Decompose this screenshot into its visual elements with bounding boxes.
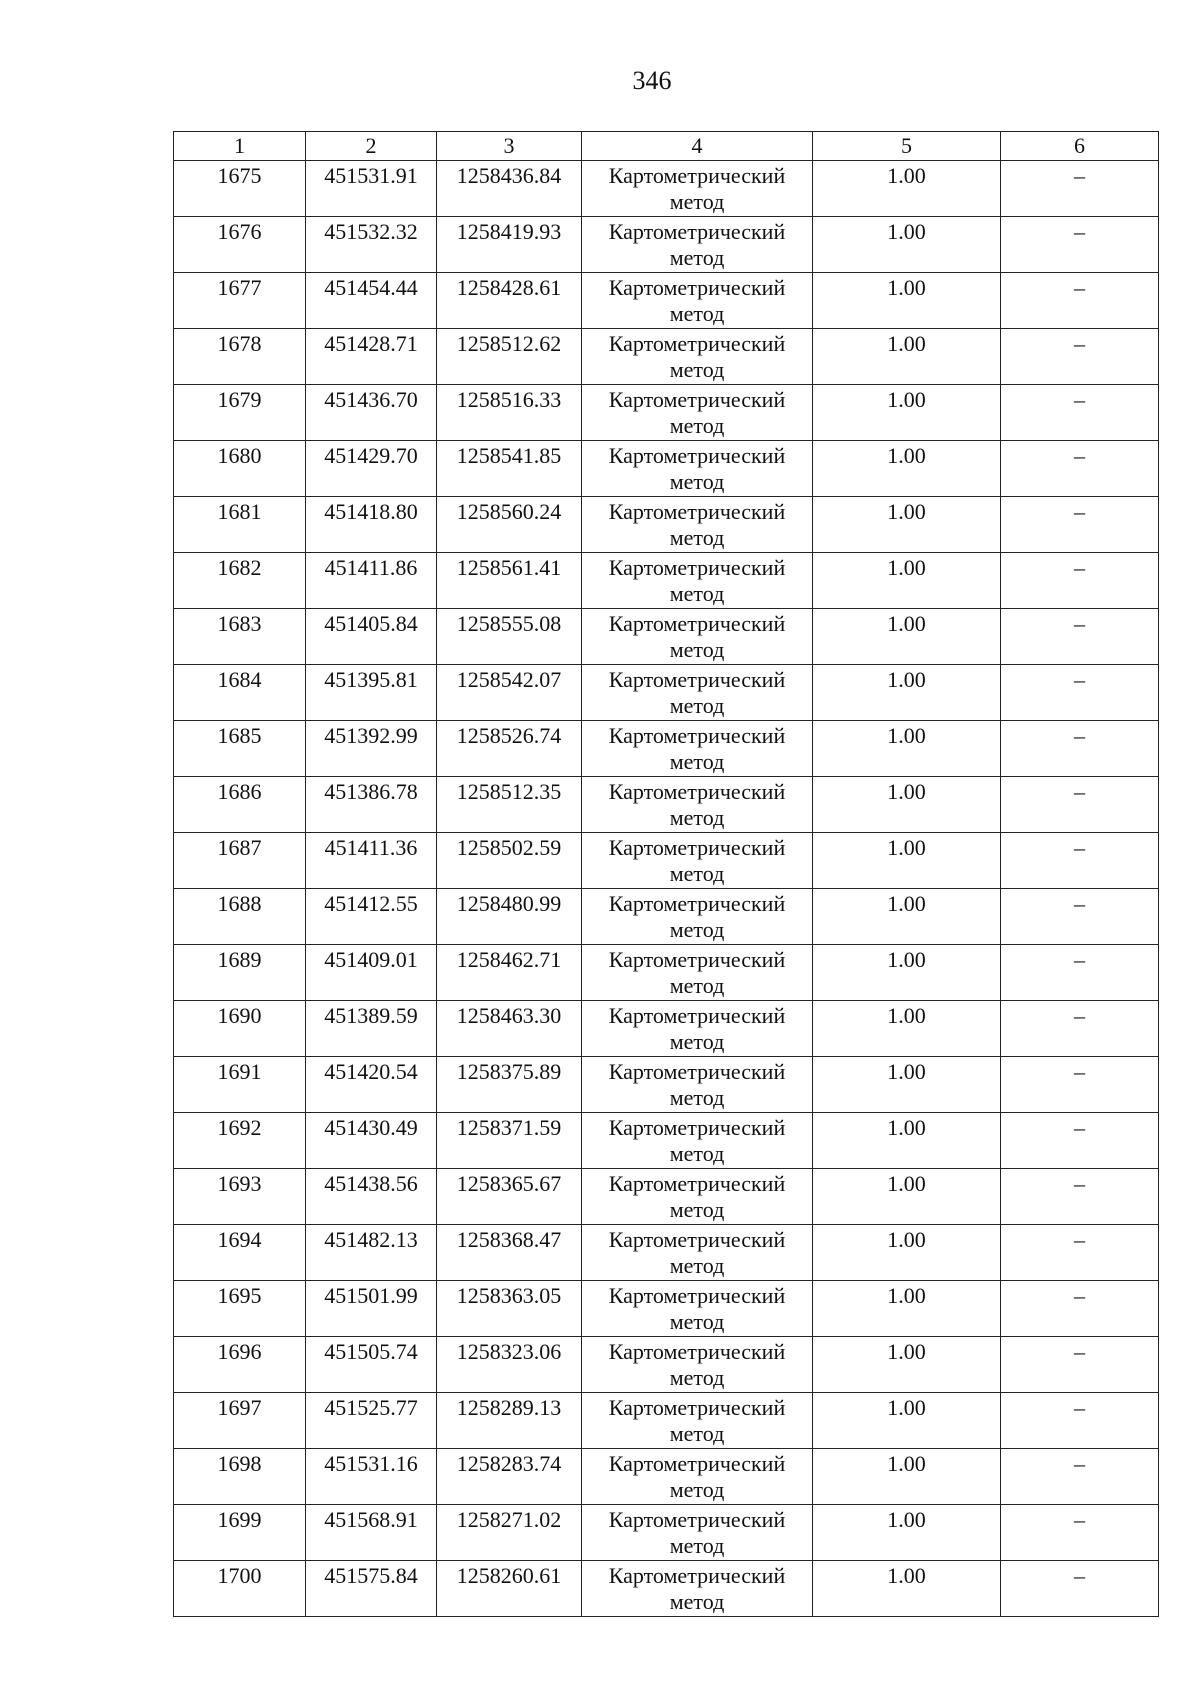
note-cell: – xyxy=(1001,497,1159,553)
accuracy-cell: 1.00 xyxy=(813,833,1001,889)
accuracy-cell: 1.00 xyxy=(813,217,1001,273)
x-coordinate-cell: 451482.13 xyxy=(306,1225,437,1281)
accuracy-cell: 1.00 xyxy=(813,1225,1001,1281)
point-number-cell: 1688 xyxy=(174,889,306,945)
note-cell: – xyxy=(1001,1001,1159,1057)
note-cell: – xyxy=(1001,1225,1159,1281)
accuracy-cell: 1.00 xyxy=(813,441,1001,497)
point-number-cell: 1677 xyxy=(174,273,306,329)
method-cell: Картометрический метод xyxy=(582,497,813,553)
method-cell: Картометрический метод xyxy=(582,1169,813,1225)
point-number-cell: 1684 xyxy=(174,665,306,721)
method-cell: Картометрический метод xyxy=(582,1281,813,1337)
method-cell: Картометрический метод xyxy=(582,889,813,945)
note-cell: – xyxy=(1001,1113,1159,1169)
y-coordinate-cell: 1258462.71 xyxy=(437,945,582,1001)
table-row xyxy=(174,217,1159,273)
x-coordinate-cell: 451568.91 xyxy=(306,1505,437,1561)
x-coordinate-cell: 451531.91 xyxy=(306,161,437,217)
table-row xyxy=(174,161,1159,217)
y-coordinate-cell: 1258561.41 xyxy=(437,553,582,609)
x-coordinate-cell: 451409.01 xyxy=(306,945,437,1001)
y-coordinate-cell: 1258365.67 xyxy=(437,1169,582,1225)
method-cell: Картометрический метод xyxy=(582,385,813,441)
note-cell: – xyxy=(1001,777,1159,833)
table-row xyxy=(174,441,1159,497)
note-cell: – xyxy=(1001,217,1159,273)
table-row xyxy=(174,777,1159,833)
note-cell: – xyxy=(1001,1281,1159,1337)
accuracy-cell: 1.00 xyxy=(813,1449,1001,1505)
y-coordinate-cell: 1258502.59 xyxy=(437,833,582,889)
y-coordinate-cell: 1258428.61 xyxy=(437,273,582,329)
note-cell: – xyxy=(1001,945,1159,1001)
y-coordinate-cell: 1258260.61 xyxy=(437,1561,582,1617)
x-coordinate-cell: 451438.56 xyxy=(306,1169,437,1225)
point-number-cell: 1681 xyxy=(174,497,306,553)
table-row xyxy=(174,1337,1159,1393)
accuracy-cell: 1.00 xyxy=(813,1113,1001,1169)
table-row xyxy=(174,1113,1159,1169)
accuracy-cell: 1.00 xyxy=(813,945,1001,1001)
y-coordinate-cell: 1258375.89 xyxy=(437,1057,582,1113)
accuracy-cell: 1.00 xyxy=(813,889,1001,945)
column-header-3: 3 xyxy=(437,132,582,161)
method-cell: Картометрический метод xyxy=(582,665,813,721)
method-cell: Картометрический метод xyxy=(582,441,813,497)
point-number-cell: 1675 xyxy=(174,161,306,217)
point-number-cell: 1698 xyxy=(174,1449,306,1505)
method-cell: Картометрический метод xyxy=(582,609,813,665)
note-cell: – xyxy=(1001,889,1159,945)
point-number-cell: 1692 xyxy=(174,1113,306,1169)
y-coordinate-cell: 1258542.07 xyxy=(437,665,582,721)
table-row xyxy=(174,1281,1159,1337)
point-number-cell: 1676 xyxy=(174,217,306,273)
point-number-cell: 1699 xyxy=(174,1505,306,1561)
point-number-cell: 1691 xyxy=(174,1057,306,1113)
point-number-cell: 1693 xyxy=(174,1169,306,1225)
table-row xyxy=(174,833,1159,889)
table-row xyxy=(174,273,1159,329)
x-coordinate-cell: 451532.32 xyxy=(306,217,437,273)
y-coordinate-cell: 1258271.02 xyxy=(437,1505,582,1561)
coordinates-table xyxy=(173,131,1159,1617)
table-row xyxy=(174,497,1159,553)
point-number-cell: 1680 xyxy=(174,441,306,497)
y-coordinate-cell: 1258368.47 xyxy=(437,1225,582,1281)
point-number-cell: 1697 xyxy=(174,1393,306,1449)
x-coordinate-cell: 451525.77 xyxy=(306,1393,437,1449)
method-cell: Картометрический метод xyxy=(582,833,813,889)
note-cell: – xyxy=(1001,609,1159,665)
y-coordinate-cell: 1258560.24 xyxy=(437,497,582,553)
y-coordinate-cell: 1258526.74 xyxy=(437,721,582,777)
y-coordinate-cell: 1258480.99 xyxy=(437,889,582,945)
x-coordinate-cell: 451389.59 xyxy=(306,1001,437,1057)
accuracy-cell: 1.00 xyxy=(813,385,1001,441)
point-number-cell: 1700 xyxy=(174,1561,306,1617)
point-number-cell: 1689 xyxy=(174,945,306,1001)
accuracy-cell: 1.00 xyxy=(813,1057,1001,1113)
note-cell: – xyxy=(1001,329,1159,385)
y-coordinate-cell: 1258512.35 xyxy=(437,777,582,833)
y-coordinate-cell: 1258541.85 xyxy=(437,441,582,497)
table-row xyxy=(174,1057,1159,1113)
note-cell: – xyxy=(1001,1449,1159,1505)
y-coordinate-cell: 1258516.33 xyxy=(437,385,582,441)
table-row xyxy=(174,1561,1159,1617)
y-coordinate-cell: 1258463.30 xyxy=(437,1001,582,1057)
method-cell: Картометрический метод xyxy=(582,217,813,273)
point-number-cell: 1685 xyxy=(174,721,306,777)
x-coordinate-cell: 451420.54 xyxy=(306,1057,437,1113)
y-coordinate-cell: 1258363.05 xyxy=(437,1281,582,1337)
note-cell: – xyxy=(1001,1337,1159,1393)
point-number-cell: 1690 xyxy=(174,1001,306,1057)
table-header xyxy=(174,132,1159,161)
method-cell: Картометрический метод xyxy=(582,1057,813,1113)
point-number-cell: 1696 xyxy=(174,1337,306,1393)
accuracy-cell: 1.00 xyxy=(813,497,1001,553)
accuracy-cell: 1.00 xyxy=(813,1169,1001,1225)
method-cell: Картометрический метод xyxy=(582,1561,813,1617)
method-cell: Картометрический метод xyxy=(582,777,813,833)
x-coordinate-cell: 451430.49 xyxy=(306,1113,437,1169)
x-coordinate-cell: 451411.86 xyxy=(306,553,437,609)
point-number-cell: 1686 xyxy=(174,777,306,833)
method-cell: Картометрический метод xyxy=(582,1505,813,1561)
header-row xyxy=(174,132,1159,161)
x-coordinate-cell: 451418.80 xyxy=(306,497,437,553)
method-cell: Картометрический метод xyxy=(582,1449,813,1505)
x-coordinate-cell: 451392.99 xyxy=(306,721,437,777)
point-number-cell: 1683 xyxy=(174,609,306,665)
y-coordinate-cell: 1258436.84 xyxy=(437,161,582,217)
table-row xyxy=(174,889,1159,945)
y-coordinate-cell: 1258555.08 xyxy=(437,609,582,665)
accuracy-cell: 1.00 xyxy=(813,1001,1001,1057)
note-cell: – xyxy=(1001,1561,1159,1617)
x-coordinate-cell: 451412.55 xyxy=(306,889,437,945)
note-cell: – xyxy=(1001,721,1159,777)
table-row xyxy=(174,945,1159,1001)
table-body xyxy=(174,161,1159,1617)
note-cell: – xyxy=(1001,553,1159,609)
point-number-cell: 1695 xyxy=(174,1281,306,1337)
table-row xyxy=(174,1169,1159,1225)
method-cell: Картометрический метод xyxy=(582,1337,813,1393)
y-coordinate-cell: 1258512.62 xyxy=(437,329,582,385)
accuracy-cell: 1.00 xyxy=(813,1561,1001,1617)
accuracy-cell: 1.00 xyxy=(813,273,1001,329)
x-coordinate-cell: 451501.99 xyxy=(306,1281,437,1337)
y-coordinate-cell: 1258371.59 xyxy=(437,1113,582,1169)
y-coordinate-cell: 1258283.74 xyxy=(437,1449,582,1505)
point-number-cell: 1694 xyxy=(174,1225,306,1281)
x-coordinate-cell: 451429.70 xyxy=(306,441,437,497)
note-cell: – xyxy=(1001,1169,1159,1225)
point-number-cell: 1679 xyxy=(174,385,306,441)
method-cell: Картометрический метод xyxy=(582,1001,813,1057)
y-coordinate-cell: 1258419.93 xyxy=(437,217,582,273)
note-cell: – xyxy=(1001,833,1159,889)
x-coordinate-cell: 451505.74 xyxy=(306,1337,437,1393)
accuracy-cell: 1.00 xyxy=(813,609,1001,665)
table-row xyxy=(174,1225,1159,1281)
table-row xyxy=(174,385,1159,441)
x-coordinate-cell: 451386.78 xyxy=(306,777,437,833)
table-row xyxy=(174,665,1159,721)
table-row xyxy=(174,1449,1159,1505)
point-number-cell: 1687 xyxy=(174,833,306,889)
accuracy-cell: 1.00 xyxy=(813,721,1001,777)
table-row xyxy=(174,1001,1159,1057)
column-header-5: 5 xyxy=(813,132,1001,161)
note-cell: – xyxy=(1001,273,1159,329)
accuracy-cell: 1.00 xyxy=(813,1393,1001,1449)
point-number-cell: 1682 xyxy=(174,553,306,609)
note-cell: – xyxy=(1001,385,1159,441)
y-coordinate-cell: 1258289.13 xyxy=(437,1393,582,1449)
method-cell: Картометрический метод xyxy=(582,161,813,217)
method-cell: Картометрический метод xyxy=(582,329,813,385)
table-row xyxy=(174,553,1159,609)
x-coordinate-cell: 451531.16 xyxy=(306,1449,437,1505)
note-cell: – xyxy=(1001,161,1159,217)
x-coordinate-cell: 451405.84 xyxy=(306,609,437,665)
table-row xyxy=(174,1505,1159,1561)
x-coordinate-cell: 451436.70 xyxy=(306,385,437,441)
accuracy-cell: 1.00 xyxy=(813,665,1001,721)
x-coordinate-cell: 451454.44 xyxy=(306,273,437,329)
x-coordinate-cell: 451395.81 xyxy=(306,665,437,721)
method-cell: Картометрический метод xyxy=(582,945,813,1001)
column-header-6: 6 xyxy=(1001,132,1159,161)
table-row xyxy=(174,329,1159,385)
x-coordinate-cell: 451411.36 xyxy=(306,833,437,889)
method-cell: Картометрический метод xyxy=(582,1225,813,1281)
x-coordinate-cell: 451428.71 xyxy=(306,329,437,385)
table-row xyxy=(174,609,1159,665)
point-number-cell: 1678 xyxy=(174,329,306,385)
note-cell: – xyxy=(1001,1057,1159,1113)
note-cell: – xyxy=(1001,1505,1159,1561)
method-cell: Картометрический метод xyxy=(582,1113,813,1169)
accuracy-cell: 1.00 xyxy=(813,161,1001,217)
y-coordinate-cell: 1258323.06 xyxy=(437,1337,582,1393)
accuracy-cell: 1.00 xyxy=(813,1505,1001,1561)
table-row xyxy=(174,1393,1159,1449)
column-header-2: 2 xyxy=(306,132,437,161)
method-cell: Картометрический метод xyxy=(582,273,813,329)
note-cell: – xyxy=(1001,665,1159,721)
method-cell: Картометрический метод xyxy=(582,721,813,777)
table-row xyxy=(174,721,1159,777)
note-cell: – xyxy=(1001,441,1159,497)
page-number: 346 xyxy=(632,66,672,95)
accuracy-cell: 1.00 xyxy=(813,1337,1001,1393)
method-cell: Картометрический метод xyxy=(582,1393,813,1449)
accuracy-cell: 1.00 xyxy=(813,329,1001,385)
column-header-1: 1 xyxy=(174,132,306,161)
x-coordinate-cell: 451575.84 xyxy=(306,1561,437,1617)
accuracy-cell: 1.00 xyxy=(813,553,1001,609)
note-cell: – xyxy=(1001,1393,1159,1449)
method-cell: Картометрический метод xyxy=(582,553,813,609)
accuracy-cell: 1.00 xyxy=(813,777,1001,833)
accuracy-cell: 1.00 xyxy=(813,1281,1001,1337)
column-header-4: 4 xyxy=(582,132,813,161)
